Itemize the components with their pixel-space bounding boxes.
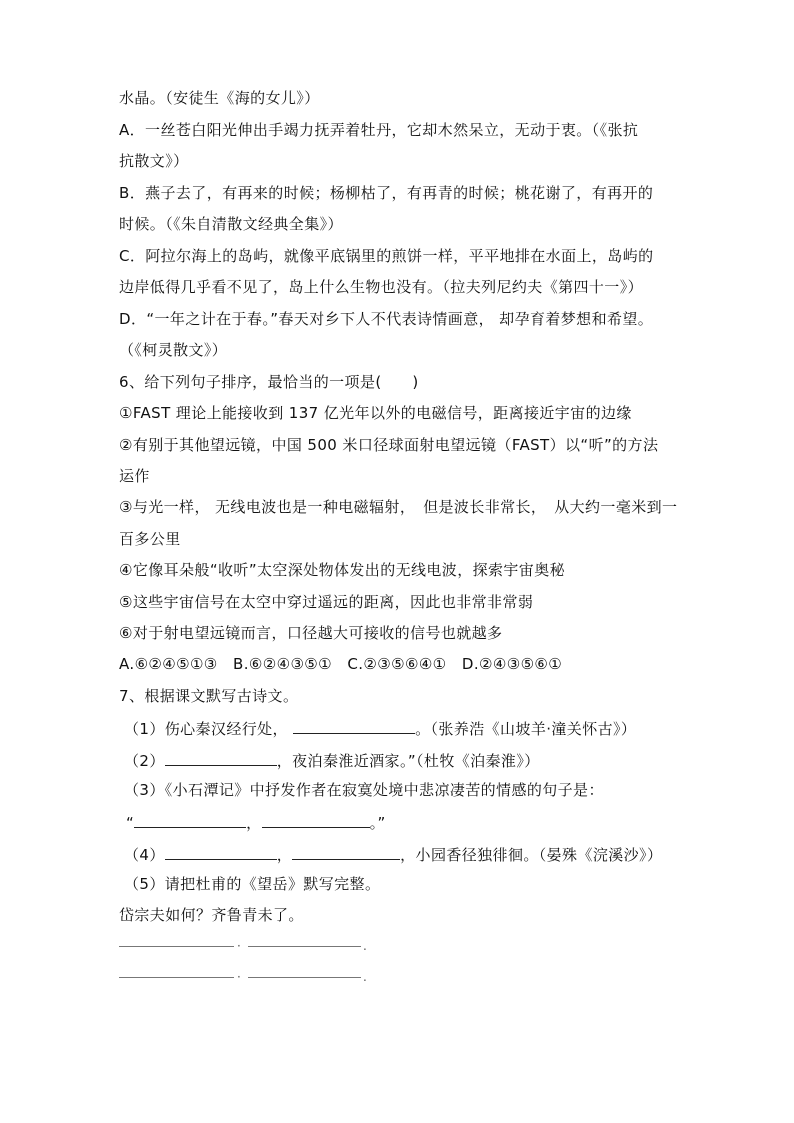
q6-sentence-4: ④它像耳朵般“收听”太空深处物体发出的无线电波，探索宇宙奥秘 <box>119 561 565 579</box>
comma: ， <box>246 814 262 832</box>
option-a-line1: A．一丝苍白阳光伸出手竭力抚弄着牡丹，它却木然呆立，无动于衷。（《张抗 <box>119 121 639 139</box>
fill-blank[interactable] <box>165 843 277 860</box>
q6-sentence-6: ⑥对于射电望远镜而言，口径越大可接收的信号也就越多 <box>119 624 503 642</box>
q6-sentence-3-line2: 百多公里 <box>119 530 181 548</box>
poem-first-line: 岱宗夫如何？齐鲁青未了。 <box>119 906 304 924</box>
fill-blank[interactable] <box>248 977 361 978</box>
q6-choices: A.⑥②④⑤①③ B.⑥②④③⑤① C.②③⑤⑥④① D.②④③⑤⑥① <box>119 655 563 673</box>
q7-stem: 7、根据课文默写古诗文。 <box>119 687 299 705</box>
fill-blank[interactable] <box>119 977 234 978</box>
close-quote: 。” <box>369 814 386 832</box>
q7-item-4 <box>124 843 662 865</box>
fill-blank[interactable] <box>293 717 415 734</box>
q6-sentence-3-line1: ③与光一样， 无线电波也是一种电磁辐射， 但是波长非常长， 从大约一毫米到一 <box>119 498 678 516</box>
q7-item-2-source: ，夜泊秦淮近酒家。”（杜牧《泊秦淮》） <box>276 752 540 770</box>
q6-sentence-5: ⑤这些宇宙信号在太空中穿过遥远的距离，因此也非常非常弱 <box>119 593 534 611</box>
separator-dot: · <box>237 970 241 984</box>
q7-item-1-source: 。（张养浩《山坡羊·潼关怀古》） <box>415 720 637 738</box>
fill-blank[interactable] <box>248 946 361 947</box>
option-d-line1: D．“一年之计在于春。”春天对乡下人不代表诗情画意， 却孕育着梦想和希望。 <box>119 310 654 328</box>
separator-dot: . <box>363 939 367 953</box>
option-a-line2: 抗散文》） <box>119 152 189 170</box>
fill-blank[interactable] <box>134 811 246 828</box>
comma: ， <box>276 846 293 864</box>
q6-sentence-1: ①FAST 理论上能接收到 137 亿光年以外的电磁信号，距离接近宇宙的边缘 <box>119 404 632 422</box>
q7-item-1 <box>124 717 636 739</box>
q7-item-1-prompt: （1）伤心秦汉经行处， <box>124 720 288 738</box>
q7-item-4-number: （4） <box>124 846 165 864</box>
q7-item-5: （5）请把杜甫的《望岳》默写完整。 <box>124 875 381 893</box>
fill-blank[interactable] <box>262 811 370 828</box>
option-b-line2: 时候。（《朱自清散文经典全集》） <box>119 215 343 233</box>
separator-dot: . <box>363 970 367 984</box>
q6-sentence-2-line1: ②有别于其他望远镜，中国 500 米口径球面射电望远镜（FAST）以“听”的方法 <box>119 436 659 454</box>
fill-blank[interactable] <box>292 843 400 860</box>
open-quote: “ <box>126 814 135 832</box>
fill-blank[interactable] <box>165 749 277 766</box>
option-b-line1: B．燕子去了，有再来的时候；杨柳枯了，有再青的时候；桃花谢了，有再开的 <box>119 184 654 202</box>
q6-stem: 6、给下列句子排序，最恰当的一项是( ) <box>119 373 419 391</box>
passage-tail: 水晶。（安徒生《海的女儿》） <box>119 89 320 107</box>
option-d-line2: （《柯灵散文》） <box>119 341 228 359</box>
q7-item-2 <box>124 749 540 771</box>
q7-item-3: （3）《小石潭记》中抒发作者在寂寞处境中悲凉凄苦的情感的句子是： <box>124 781 604 799</box>
separator-dot: · <box>237 939 241 953</box>
q7-item-2-number: （2） <box>124 752 165 770</box>
q7-item-3-answer <box>126 811 386 833</box>
fill-blank[interactable] <box>119 946 234 947</box>
option-c-line2: 边岸低得几乎看不见了，岛上什么生物也没有。（拉夫列尼约夫《第四十一》） <box>119 278 644 296</box>
q6-sentence-2-line2: 运作 <box>119 467 150 485</box>
option-c-line1: C．阿拉尔海上的岛屿，就像平底锅里的煎饼一样，平平地排在水面上，岛屿的 <box>119 247 654 265</box>
q7-item-4-source: ，小园香径独徘徊。（晏殊《浣溪沙》） <box>400 846 663 864</box>
